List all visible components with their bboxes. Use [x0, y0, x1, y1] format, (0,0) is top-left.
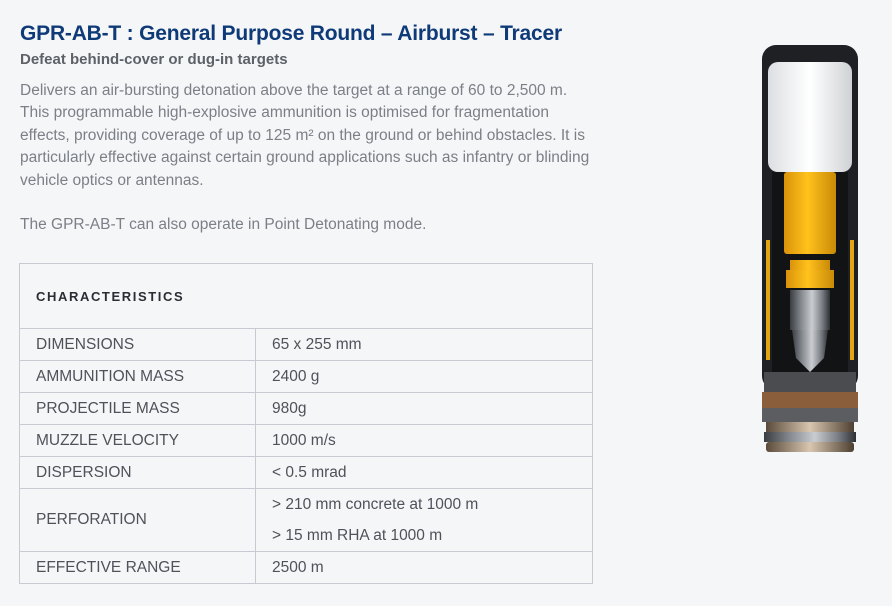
row-value-projectile-mass: 980g: [256, 393, 593, 425]
characteristics-table: [19, 263, 593, 584]
perforation-value-rha: > 15 mm RHA at 1000 m: [272, 527, 443, 544]
row-label-dispersion: DISPERSION: [20, 457, 256, 489]
table-row: [20, 393, 593, 425]
row-label-perforation: PERFORATION: [20, 489, 256, 552]
table-row: [20, 361, 593, 393]
row-value-ammunition-mass: 2400 g: [256, 361, 593, 393]
page-title: GPR-AB-T : General Purpose Round – Airburst – Tracer: [20, 22, 562, 45]
row-value-effective-range: 2500 m: [256, 552, 593, 584]
perforation-value-concrete: > 210 mm concrete at 1000 m: [272, 496, 479, 513]
row-value-perforation: [256, 489, 593, 552]
characteristics-header-row: [20, 264, 593, 329]
page-subtitle: Defeat behind-cover or dug-in targets: [20, 51, 288, 68]
row-value-dispersion: < 0.5 mrad: [256, 457, 593, 489]
row-label-projectile-mass: PROJECTILE MASS: [20, 393, 256, 425]
mode-note: The GPR-AB-T can also operate in Point Detonating mode.: [20, 216, 427, 234]
table-row: [20, 552, 593, 584]
table-row: [20, 425, 593, 457]
table-row: [20, 329, 593, 361]
table-row: [20, 457, 593, 489]
characteristics-heading: CHARACTERISTICS: [20, 264, 593, 329]
ammunition-cutaway-icon: [740, 40, 880, 460]
table-row: [20, 489, 593, 552]
description-paragraph: Delivers an air-bursting detonation above the target at a range of 60 to 2,500 m. This programmable high-explosive ammunition is optimised for fragmentation effects, providing coverage of up to 125 m² on the ground or behind obstacles. It is particularly effective against certain ground applications such as infantry or blinding vehicle optics or antennas.: [20, 82, 590, 189]
row-label-dimensions: DIMENSIONS: [20, 329, 256, 361]
ammunition-cutaway-image: [740, 40, 880, 460]
row-label-ammunition-mass: AMMUNITION MASS: [20, 361, 256, 393]
row-label-effective-range: EFFECTIVE RANGE: [20, 552, 256, 584]
main-content: [20, 20, 600, 236]
row-value-dimensions: 65 x 255 mm: [256, 329, 593, 361]
row-label-muzzle-velocity: MUZZLE VELOCITY: [20, 425, 256, 457]
row-value-muzzle-velocity: 1000 m/s: [256, 425, 593, 457]
